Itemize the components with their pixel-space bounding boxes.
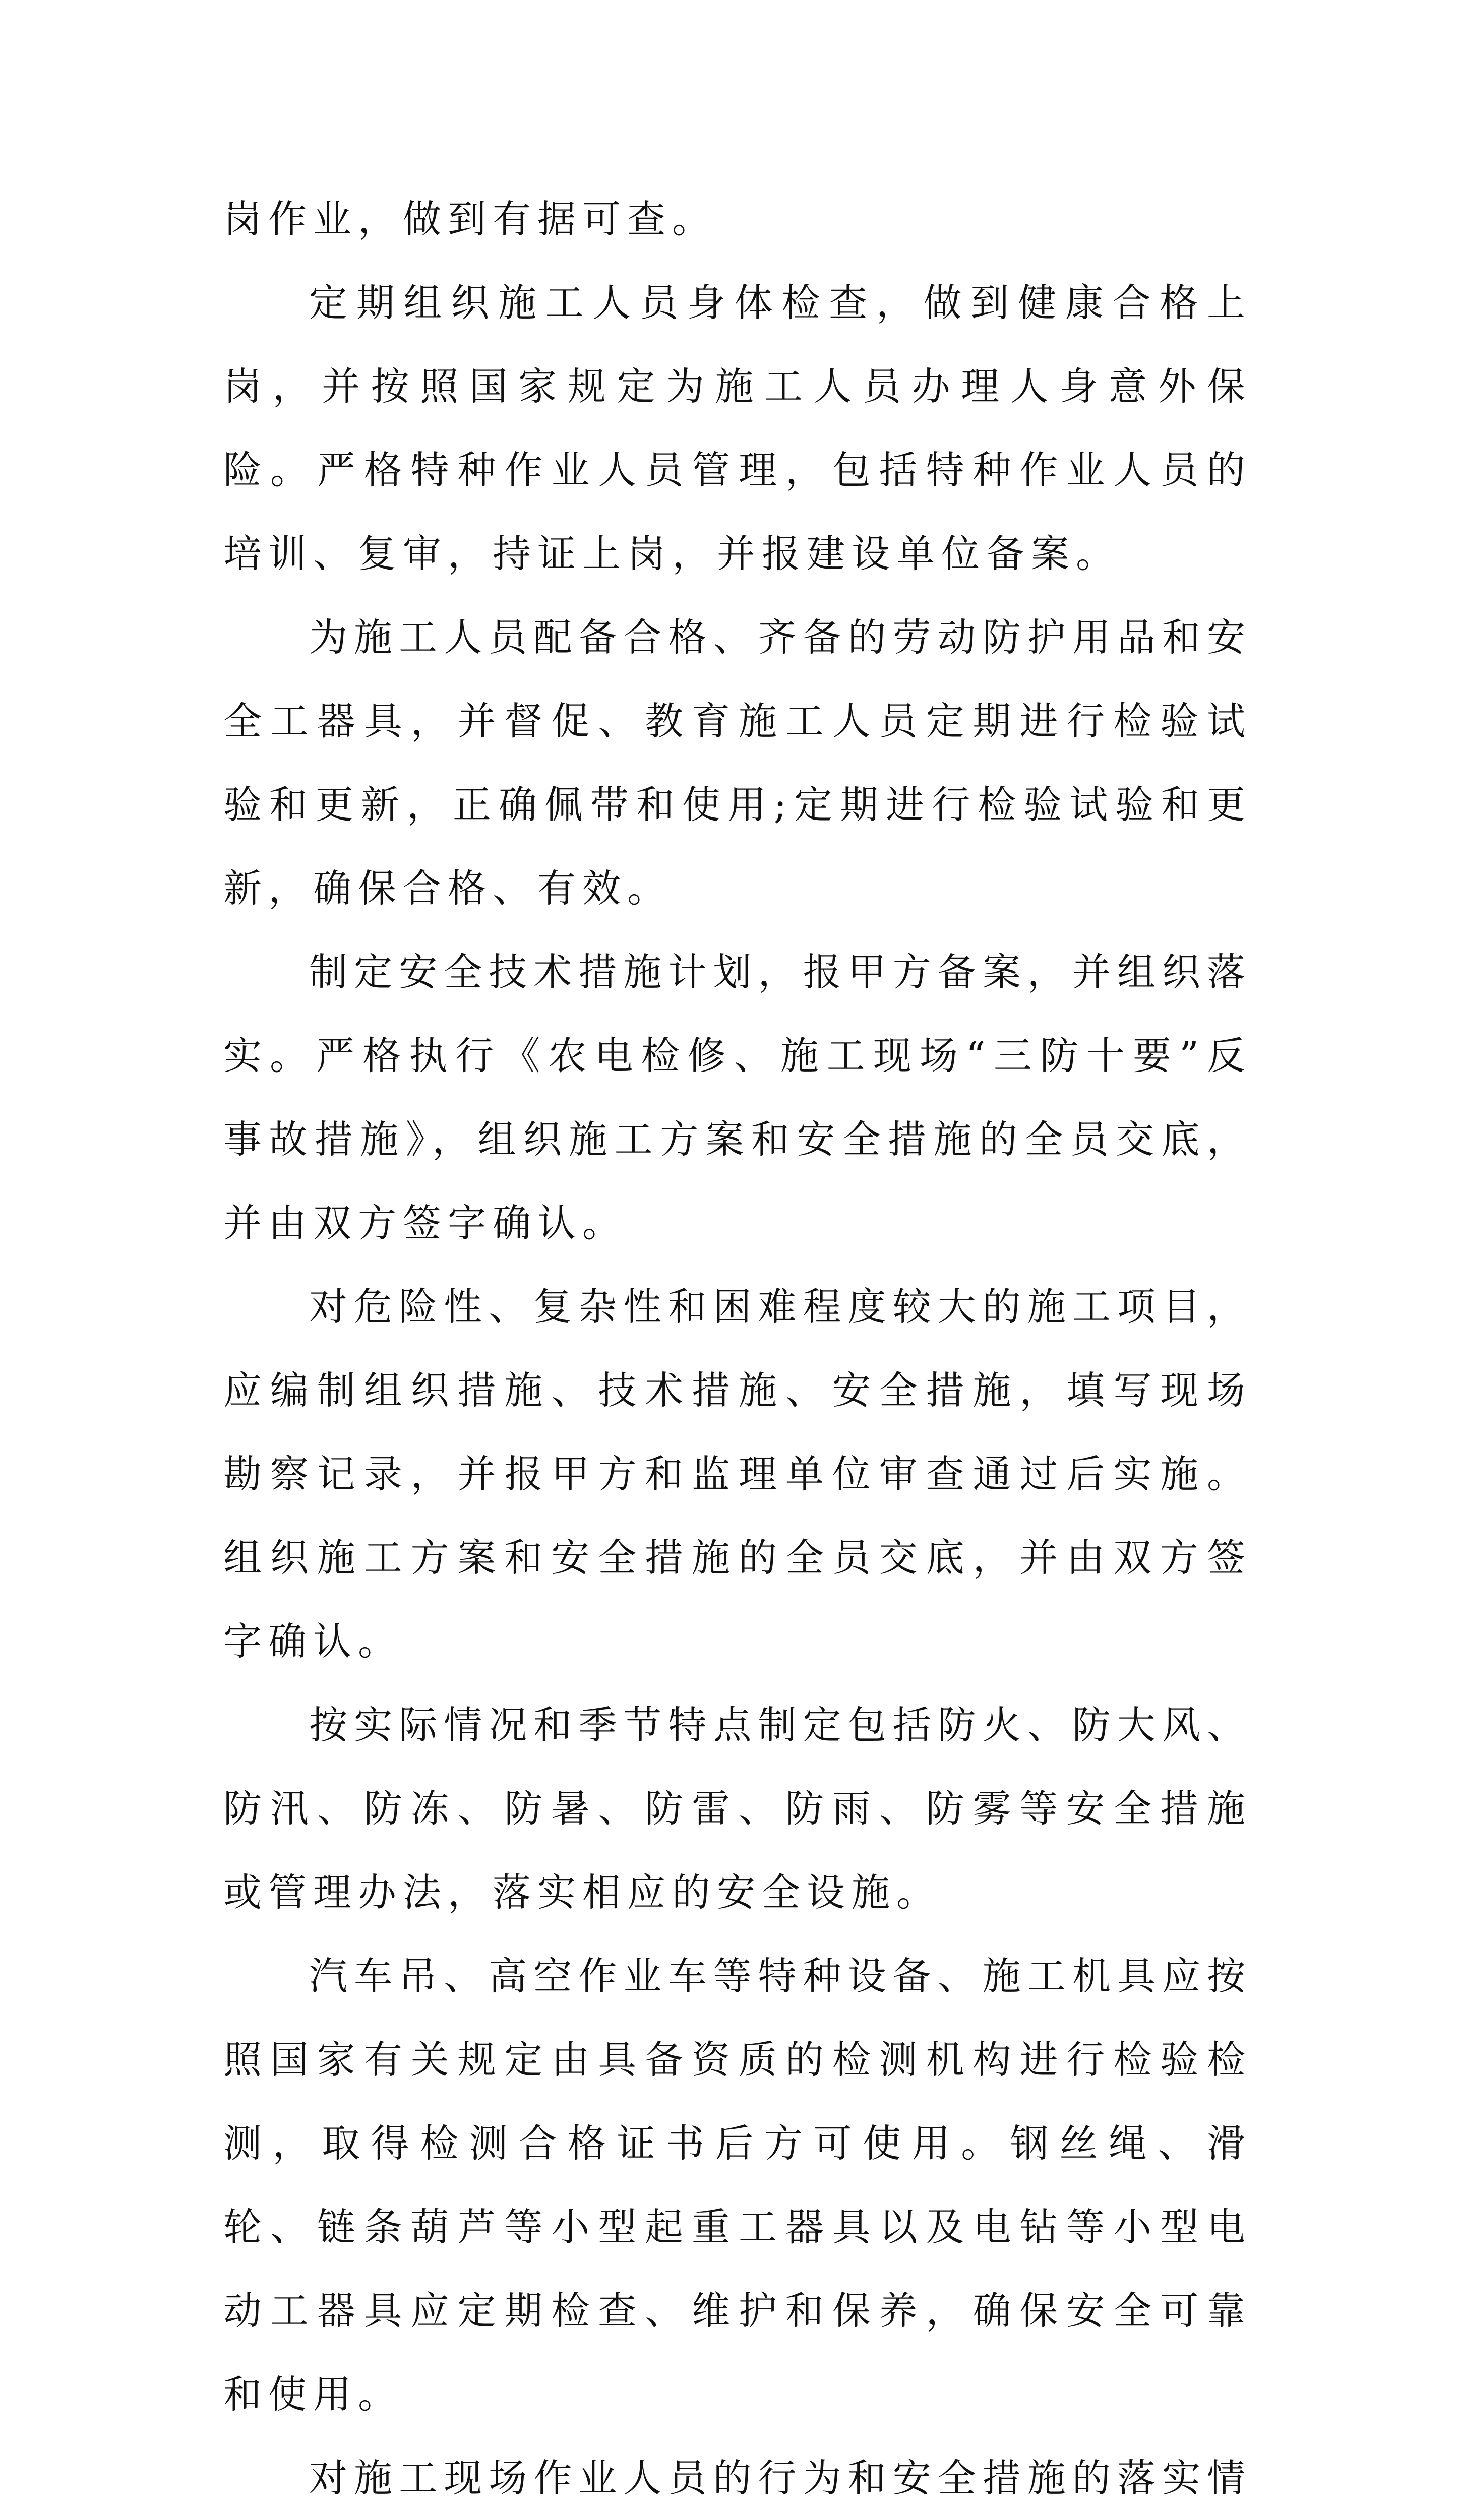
paragraph-safety-plan: 制定安全技术措施计划，报甲方备案，并组织落实。严格执行《农电检修、施工现场“三防十要”反事故措施》，组织施工方案和安全措施的全员交底，并由双方签字确认。 [223, 950, 1252, 1245]
paragraph-health-insurance: 定期组织施工人员身体检查，做到健康合格上岗，并按照国家规定为施工人员办理人身意外保险。严格特种作业人员管理，包括特种作业人员的培训、复审，持证上岗，并报建设单位备案。 [223, 280, 1252, 576]
paragraph-continuation: 岗作业，做到有据可查。 [223, 197, 717, 241]
paragraph-protective-equipment: 为施工人员配备合格、齐备的劳动防护用品和安全工器具，并督促、教育施工人员定期进行检验试验和更新，正确佩带和使用;定期进行检验试验和更新，确保合格、有效。 [223, 615, 1252, 911]
paragraph-equipment-inspection: 汽车吊、高空作业车等特种设备、施工机具应按照国家有关规定由具备资质的检测机构进行检验检测，取得检测合格证书后方可使用。钢丝绳、滑轮、链条葫芦等小型起重工器具以及电钻等小型电动工器具应定期检查、维护和保养，确保安全可靠和使用。 [223, 1954, 1252, 2417]
paragraph-hazardous-projects: 对危险性、复杂性和困难程度较大的施工项目，应编制组织措施、技术措施、安全措施，填写现场勘察记录，并报甲方和监理单位审查通过后实施。组织施工方案和安全措施的全员交底，并由双方签字确认。 [223, 1284, 1252, 1664]
document-body [223, 177, 1252, 2520]
paragraph-seasonal-measures: 按实际情况和季节特点制定包括防火、防大风、防汛、防冻、防暑、防雷、防雨、防雾等安全措施或管理办法，落实相应的安全设施。 [223, 1703, 1252, 1915]
paragraph-site-supervision: 对施工现场作业人员的行为和安全措施的落实情 [309, 2455, 1252, 2500]
